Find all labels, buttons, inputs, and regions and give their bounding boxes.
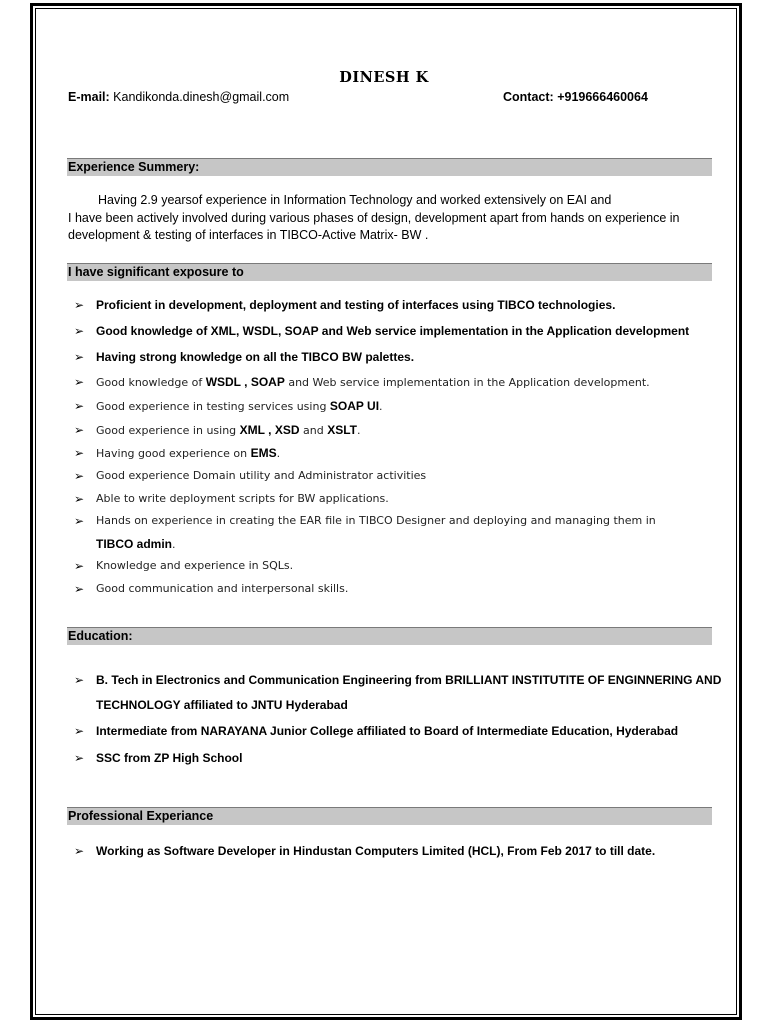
education-item-continuation: TECHNOLOGY affiliated to JNTU Hyderabad [96,698,348,712]
bullet-arrow-icon: ➢ [74,375,85,389]
resume-name: DINESH K [339,69,429,86]
summary-line: I have been actively involved during various phases of design, development apart from hands on experience in [68,210,680,225]
bullet-arrow-icon: ➢ [74,423,85,437]
bullet-arrow-icon: ➢ [74,469,85,483]
bullet-arrow-icon: ➢ [74,324,85,338]
bullet-arrow-icon: ➢ [74,350,85,364]
exposure-item: Knowledge and experience in SQLs. [96,559,294,572]
exposure-item: Good experience Domain utility and Administrator activities [96,469,427,482]
section-heading-education: Education: [67,627,712,645]
contact-label: Contact: [503,90,554,104]
exposure-item: Having good experience on EMS. [96,446,281,460]
exposure-item-continuation: TIBCO admin. [96,537,176,551]
bullet-arrow-icon: ➢ [74,298,85,312]
bullet-arrow-icon: ➢ [74,844,85,858]
bullet-arrow-icon: ➢ [74,751,85,765]
bullet-arrow-icon: ➢ [74,399,85,413]
education-item: Intermediate from NARAYANA Junior College affiliated to Board of Intermediate Education, Hyderabad [96,724,679,738]
professional-item: Working as Software Developer in Hindustan Computers Limited (HCL), From Feb 2017 to till date. [96,844,656,858]
experience-summary-paragraph [68,192,718,245]
education-item: SSC from ZP High School [96,751,243,765]
summary-line: development & testing of interfaces in TIBCO-Active Matrix- BW . [68,228,429,242]
bullet-arrow-icon: ➢ [74,673,85,687]
bullet-arrow-icon: ➢ [74,724,85,738]
bullet-arrow-icon: ➢ [74,582,85,596]
exposure-item: Good experience in testing services using SOAP UI. [96,399,383,413]
section-heading-exposure: I have significant exposure to [67,263,712,281]
email-label: E-mail: [68,90,110,104]
bullet-arrow-icon: ➢ [74,514,85,528]
exposure-item: Good knowledge of WSDL , SOAP and Web service implementation in the Application development. [96,375,650,389]
email-line [68,90,289,104]
exposure-item: Good communication and interpersonal skills. [96,582,349,595]
exposure-item: Proficient in development, deployment and testing of interfaces using TIBCO technologies. [96,298,616,312]
bullet-arrow-icon: ➢ [74,492,85,506]
exposure-item: Good experience in using XML , XSD and XSLT. [96,423,361,437]
exposure-item: Good knowledge of XML, WSDL, SOAP and Web service implementation in the Application development [96,324,690,338]
bullet-arrow-icon: ➢ [74,446,85,460]
exposure-item: Having strong knowledge on all the TIBCO BW palettes. [96,350,415,364]
section-heading-experience-summary: Experience Summery: [67,158,712,176]
contact-value: +919666460064 [557,90,648,104]
exposure-item: Able to write deployment scripts for BW applications. [96,492,389,505]
education-item: B. Tech in Electronics and Communication Engineering from BRILLIANT INSTITUTITE OF ENGINNERING AND [96,673,722,687]
contact-line [503,90,648,104]
bullet-arrow-icon: ➢ [74,559,85,573]
email-value: Kandikonda.dinesh@gmail.com [113,90,290,104]
summary-line: Having 2.9 yearsof experience in Information Technology and worked extensively on EAI and [98,193,612,207]
section-heading-professional-experience: Professional Experiance [67,807,712,825]
exposure-item: Hands on experience in creating the EAR file in TIBCO Designer and deploying and managing them in [96,514,656,527]
